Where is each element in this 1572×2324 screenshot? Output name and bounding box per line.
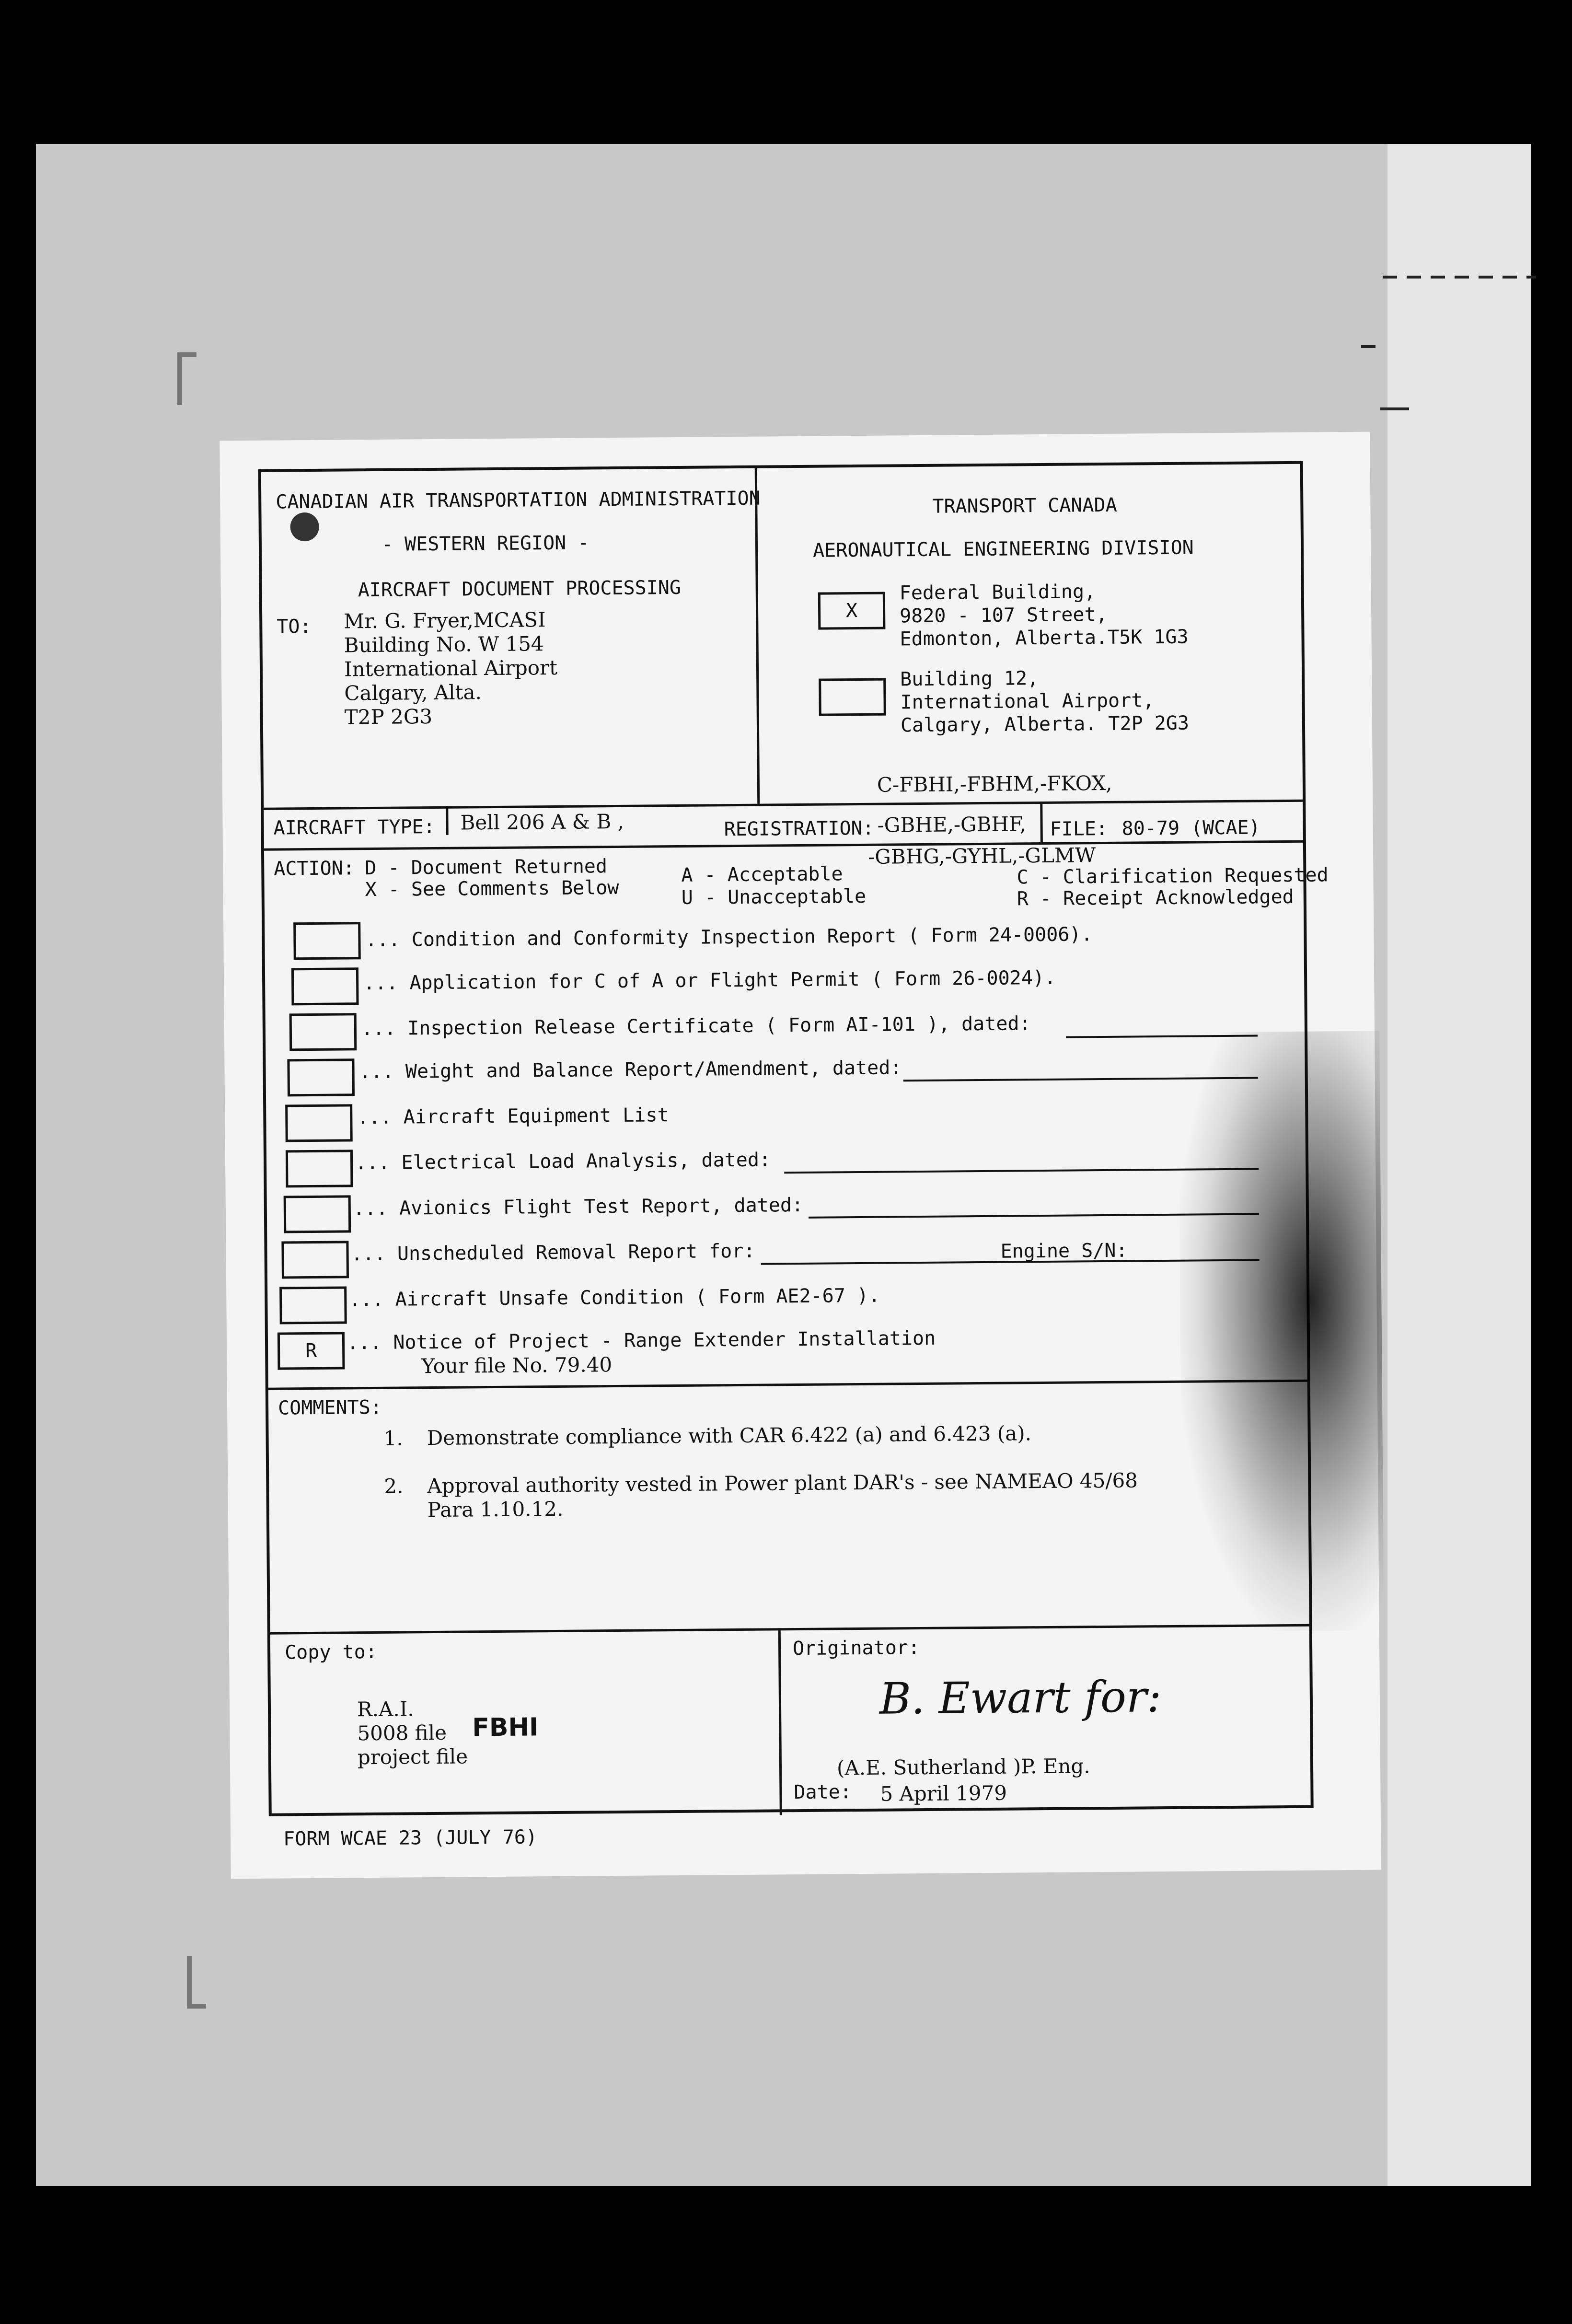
- row-divider: [270, 1624, 1309, 1635]
- checklist-checkbox[interactable]: [281, 1241, 349, 1278]
- document-form: [220, 432, 1381, 1879]
- action-code: C - Clarification Requested: [1017, 864, 1329, 889]
- office-address-line: Federal Building,: [899, 581, 1096, 604]
- engine-sn-label: Engine S/N:: [1000, 1239, 1128, 1263]
- registration-label: REGISTRATION:: [724, 817, 874, 841]
- agency-name: TRANSPORT CANADA: [932, 494, 1117, 518]
- checklist-checkbox[interactable]: [287, 1058, 355, 1096]
- action-code: D - Document Returned: [365, 855, 608, 880]
- originator-name: (A.E. Sutherland )P. Eng.: [836, 1754, 1090, 1780]
- department-name: AIRCRAFT DOCUMENT PROCESSING: [358, 576, 682, 602]
- to-label: TO:: [277, 615, 312, 638]
- checklist-item: ... Unscheduled Removal Report for:: [351, 1240, 755, 1266]
- checklist-item: ... Avionics Flight Test Report, dated:: [353, 1194, 804, 1220]
- checklist-item: ... Weight and Balance Report/Amendment, dated:: [359, 1057, 902, 1083]
- handwritten-note: FBHI: [472, 1713, 539, 1743]
- org-name: CANADIAN AIR TRANSPORTATION ADMINISTRATION: [276, 487, 761, 513]
- copy-to-line: R.A.I.: [357, 1697, 414, 1721]
- office-edmonton-checkbox[interactable]: X: [818, 592, 886, 630]
- date-value: 5 April 1979: [880, 1781, 1007, 1806]
- row-divider: [264, 800, 1303, 810]
- row-divider: [264, 840, 1303, 851]
- office-calgary-checkbox[interactable]: [819, 678, 886, 716]
- registrations-line: C-FBHI,-FBHM,-FKOX,: [877, 771, 1112, 797]
- edge-dash-mark: [1383, 276, 1536, 279]
- cell-divider: [446, 806, 448, 835]
- comments-label: COMMENTS:: [277, 1396, 382, 1419]
- action-code: U - Unacceptable: [681, 885, 867, 909]
- corner-crop-mark: [177, 352, 196, 405]
- originator-label: Originator:: [792, 1637, 920, 1660]
- punch-hole: [290, 512, 319, 541]
- fill-line: [1066, 1034, 1258, 1038]
- office-address-line: International Airport,: [900, 689, 1155, 714]
- copy-to-label: Copy to:: [284, 1640, 377, 1664]
- division-name: AERONAUTICAL ENGINEERING DIVISION: [812, 536, 1194, 562]
- checklist-item: ... Aircraft Unsafe Condition ( Form AE2-67 ).: [349, 1284, 880, 1311]
- fill-line: [784, 1168, 1259, 1174]
- checklist-checkbox[interactable]: [285, 1104, 353, 1142]
- to-line: T2P 2G3: [344, 705, 433, 729]
- form-id: FORM WCAE 23 (JULY 76): [283, 1826, 538, 1850]
- header-divider: [755, 468, 760, 804]
- fill-line: [809, 1213, 1259, 1218]
- checklist-item: ... Notice of Project - Range Extender Installation: [347, 1327, 936, 1354]
- sheet-edge-strip: [1387, 144, 1531, 2186]
- to-line: Mr. G. Fryer,MCASI: [344, 608, 546, 633]
- action-label: ACTION:: [274, 857, 355, 880]
- action-code: R - Receipt Acknowledged: [1017, 885, 1294, 910]
- checklist-checkbox[interactable]: [279, 1286, 347, 1324]
- checklist-item: ... Electrical Load Analysis, dated:: [355, 1149, 771, 1174]
- office-address-line: 9820 - 107 Street,: [899, 603, 1108, 627]
- comment-text: Demonstrate compliance with CAR 6.422 (a) and 6.423 (a).: [427, 1421, 1032, 1450]
- to-line: Calgary, Alta.: [344, 680, 482, 705]
- registration-value: -GBHE,-GBHF,: [877, 812, 1027, 837]
- checklist-item: ... Inspection Release Certificate ( Form AI-101 ), dated:: [361, 1012, 1031, 1040]
- office-address-line: Building 12,: [900, 667, 1039, 691]
- comment-number: 2.: [384, 1474, 404, 1498]
- cell-divider: [1040, 802, 1043, 842]
- to-line: International Airport: [344, 655, 558, 681]
- registration-value-2: -GBHG,-GYHL,-GLMW: [867, 843, 1096, 869]
- signature: B. Ewart for:: [879, 1672, 1162, 1724]
- form-frame: [258, 461, 1329, 1816]
- comment-text-continued: Para 1.10.12.: [427, 1497, 564, 1522]
- copy-to-line: 5008 file: [357, 1720, 447, 1745]
- row-divider: [268, 1380, 1307, 1390]
- edge-tick-mark: [1361, 345, 1376, 348]
- edge-arrow-mark: [1380, 407, 1409, 410]
- date-label: Date:: [794, 1781, 852, 1804]
- comment-number: 1.: [383, 1426, 403, 1450]
- corner-crop-mark: [187, 1956, 206, 2009]
- to-line: Building No. W 154: [344, 632, 544, 657]
- office-address-line: Calgary, Alberta. T2P 2G3: [900, 712, 1190, 737]
- checklist-checkbox[interactable]: [289, 1013, 357, 1051]
- checklist-checkbox[interactable]: [284, 1195, 351, 1233]
- action-code: A - Acceptable: [681, 863, 843, 886]
- cell-divider: [778, 1628, 782, 1815]
- aircraft-type-label: AIRCRAFT TYPE:: [273, 815, 435, 839]
- fill-line: [903, 1077, 1258, 1081]
- checklist-item: ... Application for C of A or Flight Permit ( Form 26-0024).: [363, 966, 1056, 995]
- checklist-checkbox[interactable]: [293, 922, 361, 960]
- checklist-item: ... Condition and Conformity Inspection Report ( Form 24-0006).: [365, 923, 1093, 952]
- checklist-checkbox[interactable]: R: [277, 1332, 345, 1370]
- checklist-checkbox[interactable]: [291, 967, 359, 1005]
- aircraft-type-value: Bell 206 A & B ,: [460, 809, 624, 835]
- checklist-item: ... Aircraft Equipment List: [357, 1104, 669, 1129]
- your-file-number: Your file No. 79.40: [421, 1353, 613, 1378]
- file-label: FILE:: [1050, 817, 1108, 840]
- action-code: X - See Comments Below: [365, 876, 619, 901]
- region-name: - WESTERN REGION -: [381, 532, 590, 556]
- checklist-checkbox[interactable]: [286, 1150, 353, 1187]
- office-address-line: Edmonton, Alberta.T5K 1G3: [900, 626, 1189, 651]
- file-value: 80-79 (WCAE): [1121, 816, 1260, 840]
- copy-to-line: project file: [357, 1744, 468, 1769]
- comment-text: Approval authority vested in Power plant DAR's - see NAMEAO 45/68: [427, 1468, 1138, 1498]
